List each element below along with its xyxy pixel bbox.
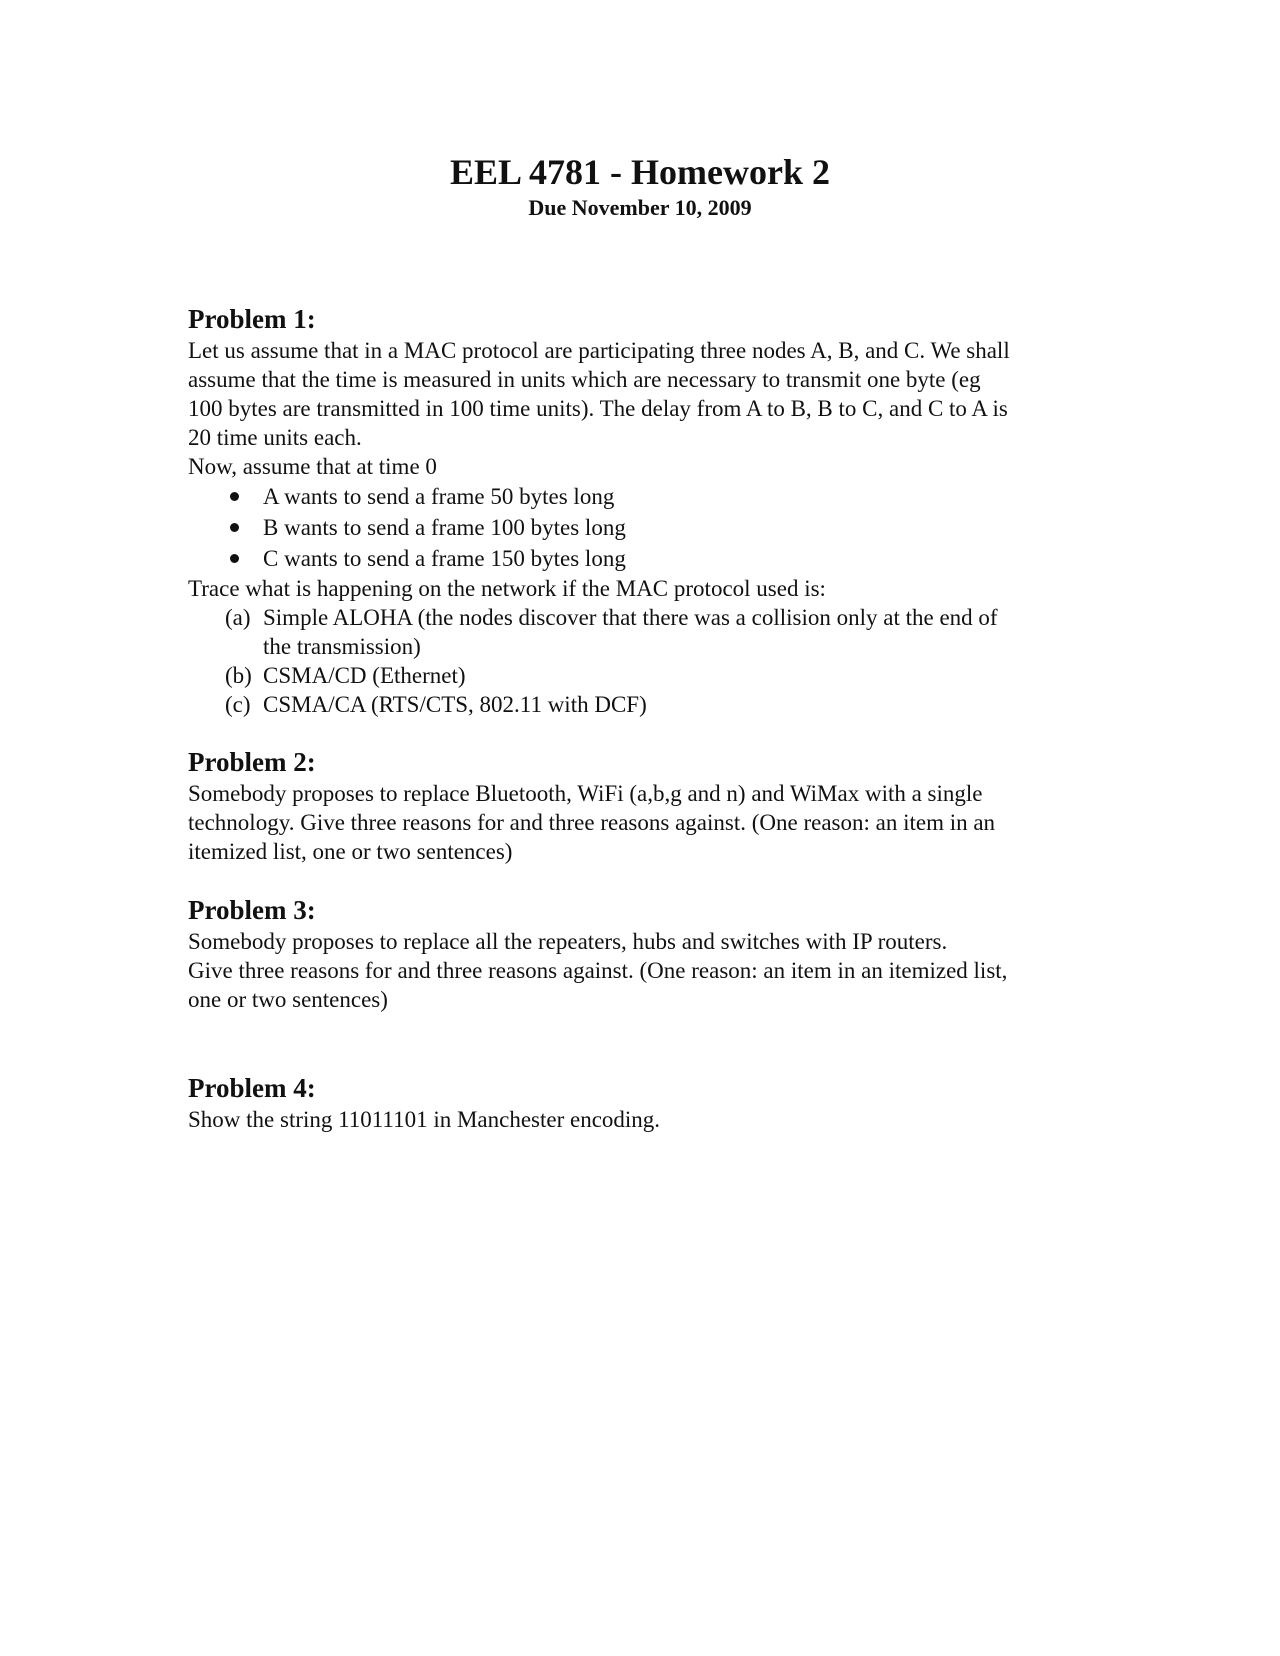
list-item <box>188 690 1098 719</box>
problem-1-line: Now, assume that at time 0 <box>188 454 437 479</box>
list-item-text: B wants to send a frame 100 bytes long <box>263 515 626 540</box>
problem-2-line: itemized list, one or two sentences) <box>188 839 513 864</box>
problem-2-heading: Problem 2: <box>188 747 316 777</box>
list-item <box>188 603 1098 661</box>
list-item <box>188 481 1098 512</box>
problem-3-line: Somebody proposes to replace all the repeaters, hubs and switches with IP routers. <box>188 929 948 954</box>
list-marker: (a) <box>225 605 251 630</box>
protocol-list <box>188 603 1098 719</box>
problem-2-line: Somebody proposes to replace Bluetooth, WiFi (a,b,g and n) and WiMax with a single <box>188 781 983 806</box>
problem-1-line: 100 bytes are transmitted in 100 time units). The delay from A to B, B to C, and C to A is <box>188 396 1008 421</box>
problem-1 <box>188 302 1098 719</box>
problem-3-heading: Problem 3: <box>188 895 316 925</box>
node-list <box>188 481 1098 574</box>
list-item <box>188 543 1098 574</box>
list-marker: (c) <box>225 692 251 717</box>
problem-2-line: technology. Give three reasons for and three reasons against. (One reason: an item in an <box>188 810 996 835</box>
due-date: Due November 10, 2009 <box>528 195 752 220</box>
problem-1-heading: Problem 1: <box>188 304 316 334</box>
list-marker: (b) <box>225 663 252 688</box>
document-header <box>0 150 1280 222</box>
problem-1-line: assume that the time is measured in units which are necessary to transmit one byte (eg <box>188 367 981 392</box>
problem-1-trace: Trace what is happening on the network if the MAC protocol used is: <box>188 576 826 601</box>
list-item-text: CSMA/CD (Ethernet) <box>263 663 466 688</box>
list-item-text: CSMA/CA (RTS/CTS, 802.11 with DCF) <box>263 692 647 717</box>
document-title: EEL 4781 - Homework 2 <box>449 152 830 192</box>
bullet-icon <box>230 523 239 532</box>
problem-1-line: Let us assume that in a MAC protocol are participating three nodes A, B, and C. We shall <box>188 338 1010 363</box>
bullet-icon <box>230 554 239 563</box>
problem-1-line: 20 time units each. <box>188 425 362 450</box>
problem-4-heading: Problem 4: <box>188 1073 316 1103</box>
problem-3-line: one or two sentences) <box>188 987 388 1012</box>
problem-4-line: Show the string 11011101 in Manchester encoding. <box>188 1107 661 1132</box>
list-item <box>188 661 1098 690</box>
problem-3-line: Give three reasons for and three reasons against. (One reason: an item in an itemized list, <box>188 958 1008 983</box>
list-item <box>188 512 1098 543</box>
list-item-text: Simple ALOHA (the nodes discover that there was a collision only at the end of <box>263 605 998 630</box>
list-item-text: C wants to send a frame 150 bytes long <box>263 546 626 571</box>
bullet-icon <box>230 492 239 501</box>
problem-3 <box>188 893 1098 1014</box>
list-item-text: the transmission) <box>263 634 421 659</box>
problem-4 <box>188 1071 1098 1134</box>
list-item-text: A wants to send a frame 50 bytes long <box>263 484 615 509</box>
problem-2 <box>188 745 1098 866</box>
